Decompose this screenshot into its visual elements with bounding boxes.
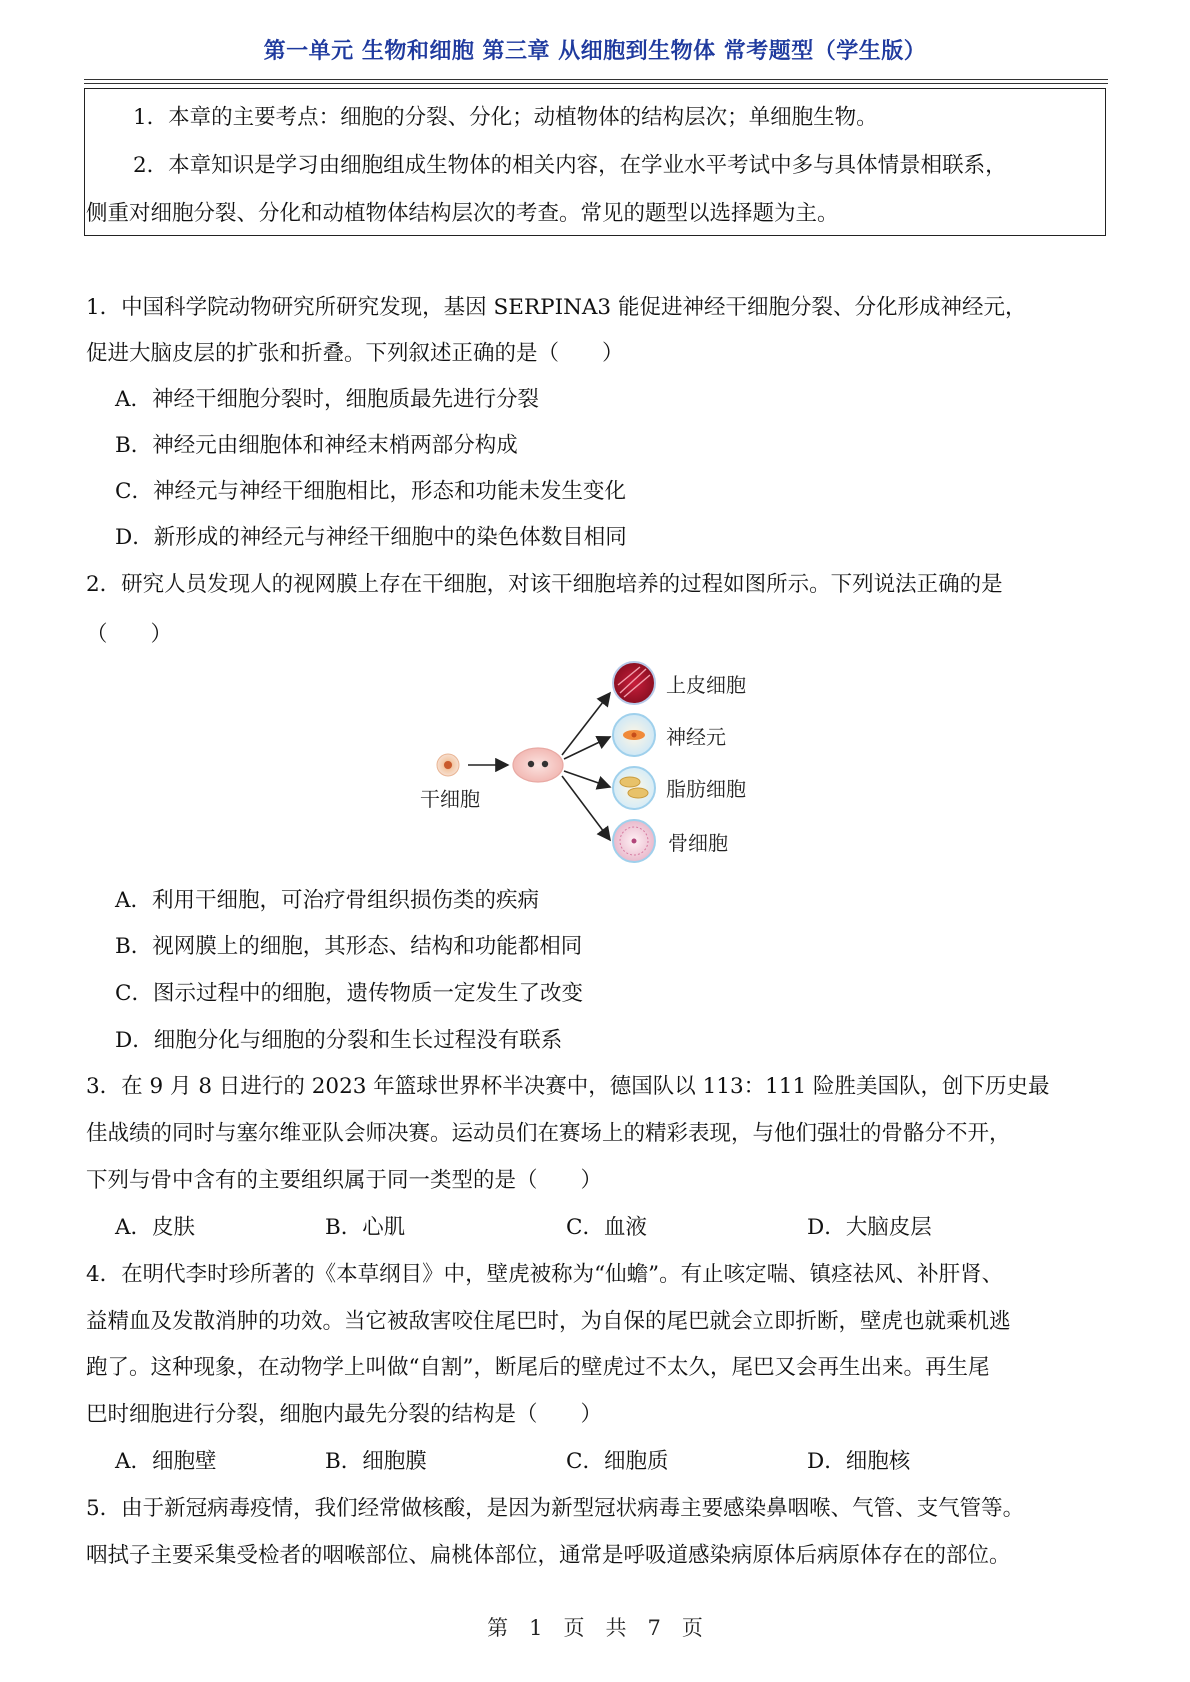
q1-stem-line-2: 促进大脑皮层的扩张和折叠。下列叙述正确的是（ ）: [86, 341, 624, 366]
q4-option-a[interactable]: A．细胞壁: [115, 1449, 217, 1474]
label-bone-cell: 骨细胞: [668, 831, 728, 855]
q4-option-b[interactable]: B．细胞膜: [325, 1449, 427, 1474]
dividing-cell-icon: [513, 748, 563, 782]
arrow-to-neuron: [564, 737, 610, 759]
fat-cell-icon: [613, 767, 655, 809]
q4-stem-line-1: 4．在明代李时珍所著的《本草纲目》中，壁虎被称为“仙蟾”。有止咳定喘、镇痉祛风、补肝肾、: [86, 1262, 1004, 1287]
q3-option-c[interactable]: C．血液: [566, 1215, 647, 1240]
key-point-line-2: 2．本章知识是学习由细胞组成生物体的相关内容，在学业水平考试中多与具体情景相联系，: [133, 153, 1007, 178]
key-point-line-3: 侧重对细胞分裂、分化和动植物体结构层次的考查。常见的题型以选择题为主。: [86, 201, 839, 226]
stem-cell-differentiation-figure: [410, 655, 770, 870]
page-title: 第一单元 生物和细胞 第三章 从细胞到生物体 常考题型（学生版）: [263, 39, 927, 64]
header-rule: [84, 79, 1108, 80]
stem-cell-icon: [437, 754, 459, 776]
q3-option-b[interactable]: B．心肌: [325, 1215, 406, 1240]
q3-stem-line-2: 佳战绩的同时与塞尔维亚队会师决赛。运动员们在赛场上的精彩表现，与他们强壮的骨骼分不开，: [86, 1121, 1011, 1146]
q4-stem-line-2: 益精血及发散消肿的功效。当它被敌害咬住尾巴时，为自保的尾巴就会立即折断，壁虎也就乘机逃: [86, 1309, 1011, 1334]
label-fat-cell: 脂肪细胞: [666, 777, 746, 801]
q3-stem-line-3: 下列与骨中含有的主要组织属于同一类型的是（ ）: [86, 1168, 603, 1193]
header-rule-secondary: [84, 83, 1108, 84]
label-neuron: 神经元: [666, 725, 726, 749]
q1-stem-line-1: 1．中国科学院动物研究所研究发现，基因 SERPINA3 能促进神经干细胞分裂、分化形成神经元，: [86, 295, 1027, 320]
q2-option-a[interactable]: A．利用干细胞，可治疗骨组织损伤类的疾病: [115, 888, 540, 913]
bone-cell-icon: [613, 820, 655, 862]
q4-stem-line-3: 跑了。这种现象，在动物学上叫做“自割”，断尾后的壁虎过不太久，尾巴又会再生出来。再生尾: [86, 1355, 990, 1380]
epithelial-cell-icon: [613, 662, 655, 704]
page-number: 第 1 页 共 7 页: [487, 1616, 703, 1640]
q4-stem-line-4: 巴时细胞进行分裂，细胞内最先分裂的结构是（ ）: [86, 1402, 603, 1427]
label-stem-cell: 干细胞: [420, 787, 480, 811]
arrow-to-bone-cell: [562, 776, 610, 840]
q4-option-d[interactable]: D．细胞核: [807, 1449, 911, 1474]
neuron-icon: [613, 714, 655, 756]
q1-option-a[interactable]: A．神经干细胞分裂时，细胞质最先进行分裂: [115, 387, 540, 412]
q5-stem-line-2: 咽拭子主要采集受检者的咽喉部位、扁桃体部位，通常是呼吸道感染病原体后病原体存在的部位。: [86, 1543, 1011, 1568]
arrow-to-fat-cell: [564, 771, 610, 787]
q2-stem-line-1: 2．研究人员发现人的视网膜上存在干细胞，对该干细胞培养的过程如图所示。下列说法正确的是: [86, 572, 1003, 597]
key-point-line-1: 1．本章的主要考点：细胞的分裂、分化；动植物体的结构层次；单细胞生物。: [133, 105, 878, 130]
q3-stem-line-1: 3．在 9 月 8 日进行的 2023 年篮球世界杯半决赛中，德国队以 113：111 险胜美国队，创下历史最: [86, 1074, 1050, 1099]
label-epithelial-cell: 上皮细胞: [666, 673, 746, 697]
q1-option-b[interactable]: B．神经元由细胞体和神经末梢两部分构成: [115, 433, 518, 458]
q2-option-d[interactable]: D．细胞分化与细胞的分裂和生长过程没有联系: [115, 1028, 563, 1053]
arrow-to-epithelial: [562, 693, 610, 755]
q1-option-c[interactable]: C．神经元与神经干细胞相比，形态和功能未发生变化: [115, 479, 626, 504]
q2-option-b[interactable]: B．视网膜上的细胞，其形态、结构和功能都相同: [115, 934, 583, 959]
q1-option-d[interactable]: D．新形成的神经元与神经干细胞中的染色体数目相同: [115, 525, 627, 550]
q5-stem-line-1: 5．由于新冠病毒疫情，我们经常做核酸，是因为新型冠状病毒主要感染鼻咽喉、气管、支气管等。: [86, 1496, 1025, 1521]
q2-option-c[interactable]: C．图示过程中的细胞，遗传物质一定发生了改变: [115, 981, 583, 1006]
q2-stem-line-2: （ ）: [86, 622, 173, 647]
q3-option-a[interactable]: A．皮肤: [115, 1215, 196, 1240]
q3-option-d[interactable]: D．大脑皮层: [807, 1215, 932, 1240]
q4-option-c[interactable]: C．细胞质: [566, 1449, 669, 1474]
